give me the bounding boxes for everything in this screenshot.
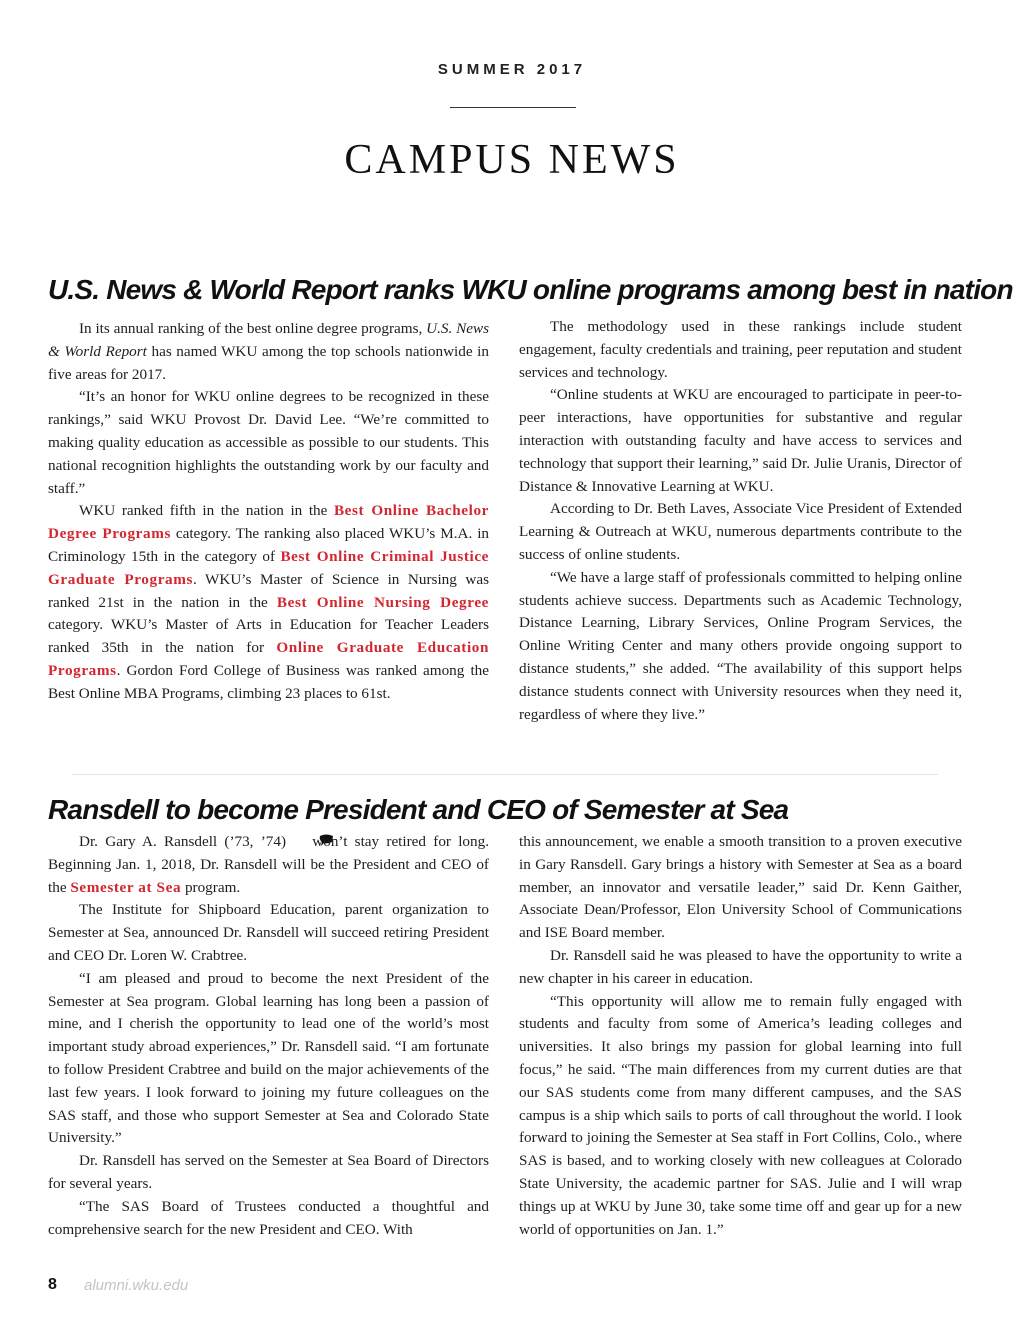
section-title: CAMPUS NEWS: [344, 137, 680, 183]
article-divider: [72, 774, 938, 775]
article1-paragraph: WKU ranked fifth in the nation in the Best Online Bachelor Degree Programs category. The ranking also placed WKU’s M.A. in Criminology 15th in the category of Best Online Criminal Justice Graduate Programs. WKU’s Master of Science in Nursing was ranked 21st in the nation in the Best Online Nursing Degree category. WKU’s Master of Arts in Education for Teacher Leaders ranked 35th in the nation for Online Graduate Education Programs. Gordon Ford College of Business was ranked among the Best Online MBA Programs, climbing 23 places to 61st.: [48, 502, 490, 702]
article1-paragraph: In its annual ranking of the best online degree programs, U.S. News & World Report has named WKU among the top schools nationwide in five areas for 2017.: [48, 320, 490, 383]
link-nursing-degree[interactable]: Best Online Nursing Degree: [276, 593, 490, 611]
article2-headline: Ransdell to become President and CEO of Semester at Sea: [48, 794, 789, 825]
article2-paragraph: Dr. Gary A. Ransdell (’73, ’74) won’t stay retired for long. Beginning Jan. 1, 2018, Dr. Ransdell will be the President and CEO of the Semester at Sea program.: [48, 833, 490, 896]
page-number: 8: [48, 1276, 57, 1293]
article1-paragraph: According to Dr. Beth Laves, Associate Vice President of Extended Learning & Outreach at WKU, numerous departments contribute to the success of online students.: [519, 500, 962, 563]
link-semester-at-sea[interactable]: Semester at Sea: [70, 878, 182, 896]
footer-url[interactable]: alumni.wku.edu: [84, 1277, 189, 1294]
article1-paragraph: “Online students at WKU are encouraged to participate in peer-to-peer interactions, have opportunities for substantive and regular interaction with outstanding faculty and have access to services and technology that support their learning,” said Dr. Julie Uranis, Director of Distance & Innovative Learning at WKU.: [519, 386, 962, 495]
issue-season: SUMMER 2017: [437, 61, 587, 78]
article1-headline: U.S. News & World Report ranks WKU online programs among best in nation: [48, 274, 1013, 305]
header-rule: [450, 107, 576, 108]
article1-paragraph: “It’s an honor for WKU online degrees to be recognized in these rankings,” said WKU Provost Dr. David Lee. “We’re committed to making quality education as accessible as possible to our students. This national recognition highlights the outstanding work by our faculty and staff.”: [48, 388, 489, 497]
article2-left-column: [48, 831, 489, 1241]
red-towel-icon: [288, 832, 303, 845]
article2-paragraph: Dr. Ransdell has served on the Semester at Sea Board of Directors for several years.: [48, 1152, 489, 1192]
article1-paragraph: The methodology used in these rankings include student engagement, faculty credentials and training, peer reputation and student services and technology.: [519, 318, 962, 381]
article1-paragraph: “We have a large staff of professionals committed to helping online students achieve success. Departments such as Academic Technology, Distance Learning, Library Services, Online Program Services, the Online Writing Center and many others provide ongoing support to distance students,” she added. “The availability of this support helps distance students connect with University resources when they need it, regardless of where they live.”: [519, 568, 962, 723]
article1-left-column: [48, 318, 489, 706]
article2-paragraph: this announcement, we enable a smooth transition to a proven executive in Gary Ransdell. Gary brings a history with Semester at Sea as a board member, an innovator and versatile leader,” said Dr. Kenn Gaither, Associate Dean/Professor, Elon University School of Communications and ISE Board member.: [519, 833, 962, 942]
article2-paragraph: “I am pleased and proud to become the next President of the Semester at Sea program. Global learning has long been a passion of mine, and I cherish the opportunity to lead one of the world’s most important study abroad experiences,” Dr. Ransdell said. “I am fortunate to follow President Crabtree and build on the major achievements of the last few years. I look forward to joining my future colleagues on the SAS staff, and those who support Semester at Sea and Colorado State University.”: [48, 969, 489, 1147]
article2-right-column: [519, 831, 962, 1241]
link-best-online-bachelor[interactable]: Best Online Bachelor Degree Programs: [48, 502, 489, 543]
article2-paragraph: “This opportunity will allow me to remain fully engaged with students and faculty from some of America’s leading colleges and universities. It also brings my passion for global learning into full focus,” he said. “The main differences from my current duties are that our SAS students come from many different campuses, and the SAS campus is a ship which sails to ports of call throughout the world. I look forward to joining the Semester at Sea staff in Fort Collins, Colo., where SAS is based, and to working closely with new colleagues at Colorado State University, the academic partner for SAS. Julie and I will wrap things up at WKU by June 30, take some time off and gear up for a new world of opportunities on Jan. 1.”: [519, 992, 962, 1238]
article2-paragraph: Dr. Ransdell said he was pleased to have the opportunity to write a new chapter in his career in education.: [519, 946, 962, 987]
article2-paragraph: “The SAS Board of Trustees conducted a thoughtful and comprehensive search for the new President and CEO. With: [48, 1197, 489, 1238]
article2-paragraph: The Institute for Shipboard Education, parent organization to Semester at Sea, announced Dr. Ransdell will succeed retiring President and CEO Dr. Loren W. Crabtree.: [48, 901, 489, 964]
link-graduate-education[interactable]: Online Graduate Education Programs: [48, 639, 490, 679]
link-criminal-justice[interactable]: Best Online Criminal Justice Graduate Programs: [48, 547, 490, 588]
publication-name: U.S. News & World Report: [48, 320, 490, 360]
article1-right-column: [519, 316, 962, 726]
